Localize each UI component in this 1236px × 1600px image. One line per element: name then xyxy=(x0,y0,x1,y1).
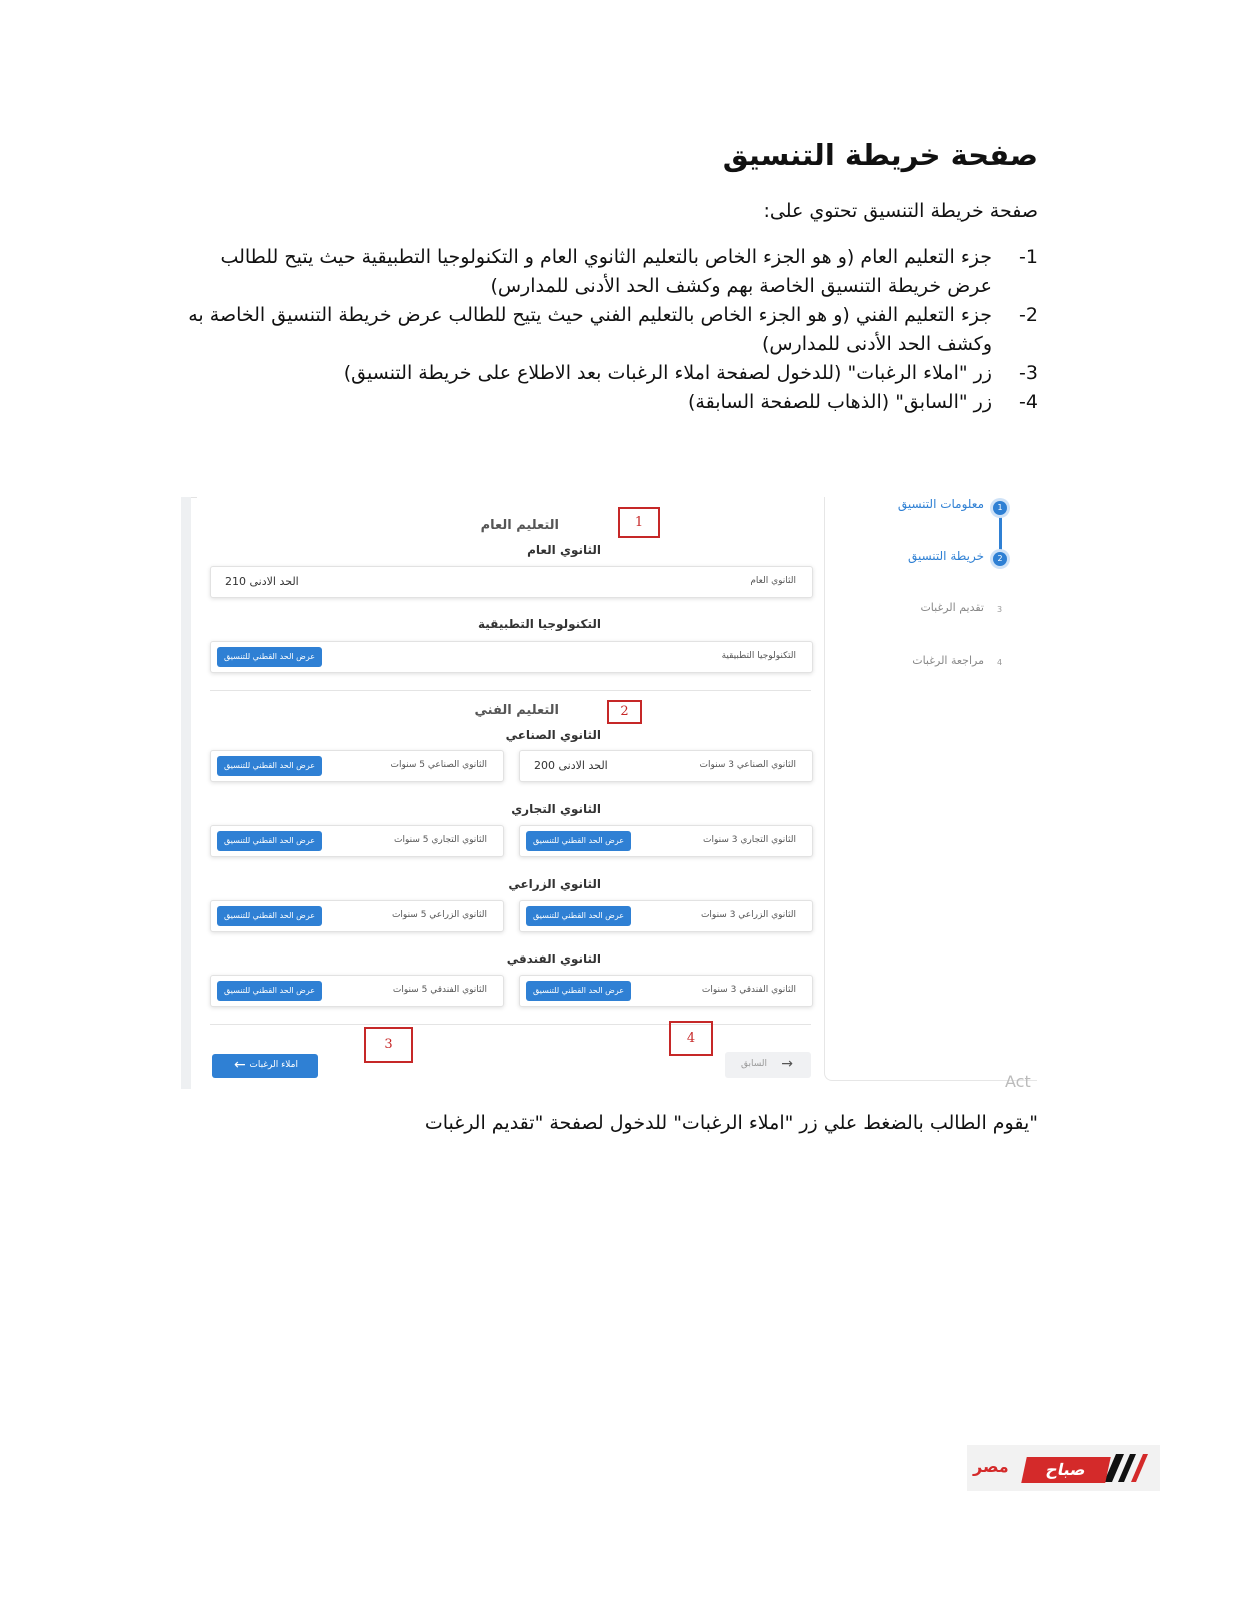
logo-misr-text: مصر xyxy=(973,1457,1009,1476)
fill-preferences-label: املاء الرغبات xyxy=(249,1060,298,1070)
hotel-5-view-button[interactable]: عرض الحد القطني للتنسيق xyxy=(217,981,322,1001)
general-thanawy-min: الحد الادنى 210 xyxy=(225,575,299,588)
step-4-indicator: 4 xyxy=(997,658,1003,667)
hotel-label: الثانوي الفندقي xyxy=(506,952,601,966)
industrial-5-row xyxy=(210,750,504,782)
step-4-label[interactable]: مراجعة الرغبات xyxy=(912,654,984,667)
previous-button[interactable] xyxy=(725,1052,811,1078)
arrow-right-icon: → xyxy=(781,1056,793,1072)
agricultural-3-view-button[interactable]: عرض الحد القطني للتنسيق xyxy=(526,906,631,926)
agricultural-3-field: الثانوي الزراعي 3 سنوات xyxy=(700,910,796,920)
applied-tech-field: التكنولوجيا التطبيقية xyxy=(721,651,796,661)
agricultural-3-row xyxy=(519,900,813,932)
applied-tech-view-button[interactable]: عرض الحد القطني للتنسيق xyxy=(217,647,322,667)
list-item xyxy=(188,388,1038,417)
document-title: صفحة خريطة التنسيق xyxy=(722,138,1038,172)
list-item xyxy=(188,243,1038,301)
screenshot-left-edge xyxy=(181,497,191,1089)
list-text: زر "السابق" (الذهاب للصفحة السابقة) xyxy=(688,391,992,413)
technical-education-title: التعليم الفني xyxy=(474,703,559,718)
step-3-indicator: 3 xyxy=(997,605,1003,614)
list-text: زر "املاء الرغبات" (للدخول لصفحة املاء الرغبات بعد الاطلاع على خريطة التنسيق) xyxy=(343,362,992,384)
agricultural-5-row xyxy=(210,900,504,932)
industrial-5-view-button[interactable]: عرض الحد القطني للتنسيق xyxy=(217,756,322,776)
arrow-left-icon: ← xyxy=(234,1057,246,1073)
industrial-3-row xyxy=(519,750,813,782)
step-2-label[interactable]: خريطة التنسيق xyxy=(907,549,984,563)
step-1-indicator: 1 xyxy=(993,501,1007,515)
document-intro: صفحة خريطة التنسيق تحتوي على: xyxy=(763,200,1038,222)
industrial-label: الثانوي الصناعي xyxy=(505,728,601,742)
logo-sabah-text: صباح xyxy=(1021,1457,1111,1483)
general-thanawy-field: الثانوي العام xyxy=(750,576,796,586)
marker-2: 2 xyxy=(607,700,642,724)
document-list xyxy=(188,243,1038,417)
commercial-3-field: الثانوي التجاري 3 سنوات xyxy=(702,835,796,845)
stepper-sidebar xyxy=(824,497,1037,1081)
industrial-5-field: الثانوي الصناعي 5 سنوات xyxy=(390,760,487,770)
stepper-progress-line xyxy=(999,509,1002,555)
sabah-misr-logo xyxy=(967,1445,1160,1491)
hotel-3-row xyxy=(519,975,813,1007)
previous-label: السابق xyxy=(740,1059,767,1069)
list-item xyxy=(188,359,1038,388)
step-2-indicator: 2 xyxy=(993,552,1007,566)
fill-preferences-button[interactable] xyxy=(212,1054,318,1078)
list-number: -3 xyxy=(1019,362,1038,384)
commercial-3-view-button[interactable]: عرض الحد القطني للتنسيق xyxy=(526,831,631,851)
marker-1: 1 xyxy=(618,507,660,538)
list-number: -2 xyxy=(1019,304,1038,326)
agricultural-5-field: الثانوي الزراعي 5 سنوات xyxy=(391,910,487,920)
section-divider xyxy=(210,690,811,691)
list-number: -1 xyxy=(1019,246,1038,268)
activation-watermark: Act xyxy=(1005,1072,1031,1091)
hotel-3-view-button[interactable]: عرض الحد القطني للتنسيق xyxy=(526,981,631,1001)
step-1-label[interactable]: معلومات التنسيق xyxy=(897,497,984,511)
general-thanawy-label: الثانوي العام xyxy=(527,543,601,557)
agricultural-label: الثانوي الزراعي xyxy=(508,877,601,891)
embedded-screenshot xyxy=(181,497,1036,1089)
agricultural-5-view-button[interactable]: عرض الحد القطني للتنسيق xyxy=(217,906,322,926)
commercial-label: الثانوي التجاري xyxy=(511,802,601,816)
list-item xyxy=(188,301,1038,359)
marker-3: 3 xyxy=(364,1027,413,1063)
hotel-5-field: الثانوي الفندقي 5 سنوات xyxy=(392,985,487,995)
industrial-3-min: الحد الادنى 200 xyxy=(534,759,608,772)
applied-tech-label: التكنولوجيا التطبيقية xyxy=(478,617,601,631)
list-text: جزء التعليم الفني (و هو الجزء الخاص بالتعليم الفني حيث يتيح للطالب عرض خريطة التنسيق الخاصة به وكشف الحد الأدنى للمدارس) xyxy=(188,304,992,355)
step-3-label[interactable]: تقديم الرغبات xyxy=(920,601,984,614)
hotel-5-row xyxy=(210,975,504,1007)
document-caption: "يقوم الطالب بالضغط علي زر "املاء الرغبات" للدخول لصفحة "تقديم الرغبات xyxy=(424,1112,1038,1134)
footer-divider xyxy=(210,1024,811,1025)
list-text: جزء التعليم العام (و هو الجزء الخاص بالتعليم الثانوي العام و التكنولوجيا التطبيقية حيث يتيح للطالب عرض خريطة التنسيق الخاصة بهم وكشف الحد الأدنى للمدارس) xyxy=(220,246,992,297)
list-number: -4 xyxy=(1019,391,1038,413)
marker-4: 4 xyxy=(669,1021,713,1056)
coordination-map-card xyxy=(197,497,825,1089)
general-education-title: التعليم العام xyxy=(480,518,559,533)
applied-tech-row xyxy=(210,641,813,673)
commercial-5-row xyxy=(210,825,504,857)
industrial-3-field: الثانوي الصناعي 3 سنوات xyxy=(699,760,796,770)
general-thanawy-row xyxy=(210,566,813,598)
commercial-5-view-button[interactable]: عرض الحد القطني للتنسيق xyxy=(217,831,322,851)
hotel-3-field: الثانوي الفندقي 3 سنوات xyxy=(701,985,796,995)
commercial-3-row xyxy=(519,825,813,857)
commercial-5-field: الثانوي التجاري 5 سنوات xyxy=(393,835,487,845)
